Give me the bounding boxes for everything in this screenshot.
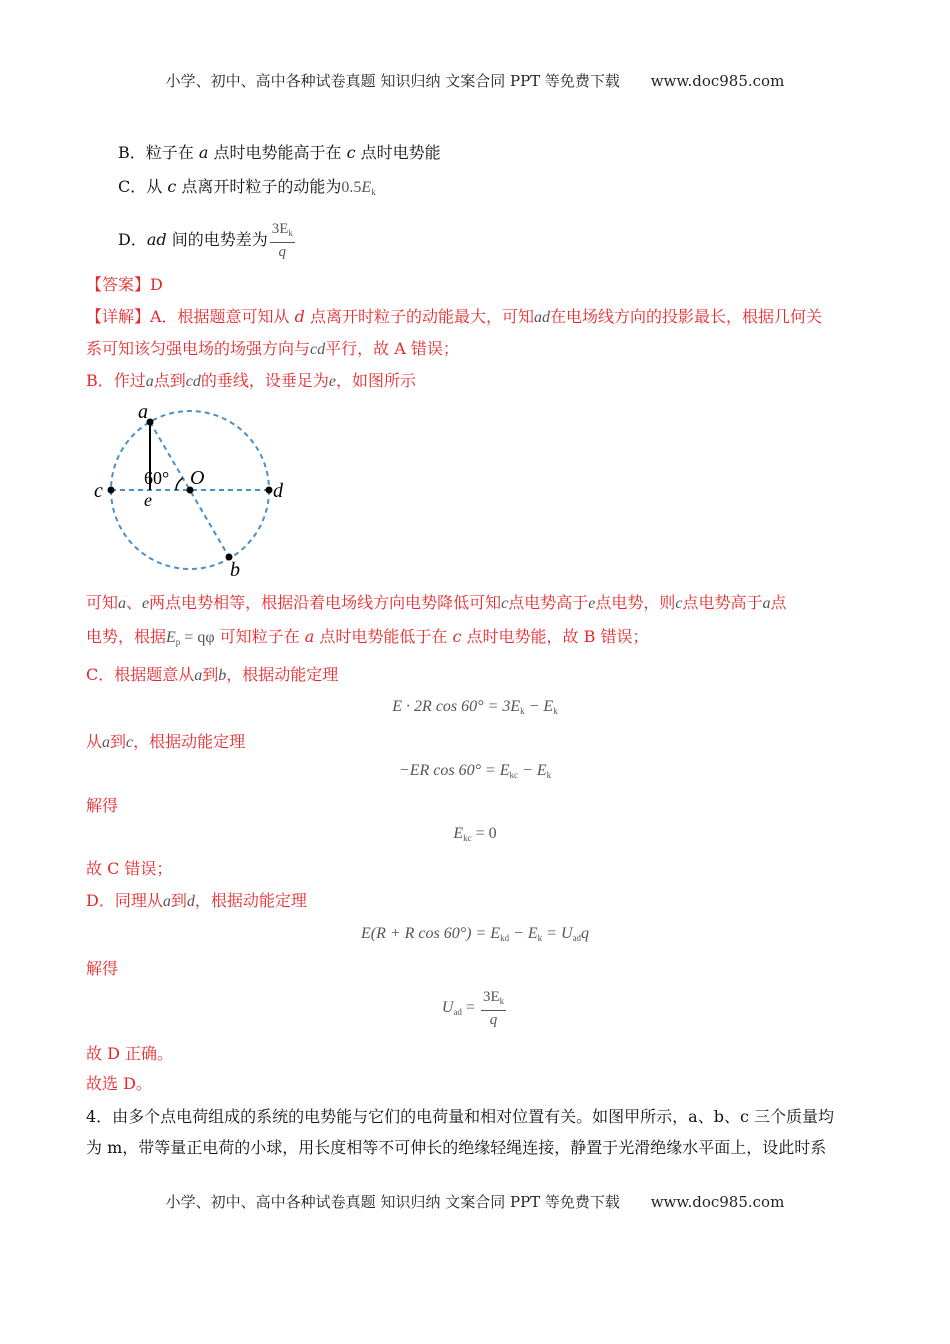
point-d [266,487,273,494]
detail-a-line1: 【详解】A．根据题意可知从 d 点离开时粒子的动能最大，可知ad在电场线方向的投影最长，根据几何关 [86,307,823,326]
label-angle: 60° [144,468,170,488]
label-c: c [94,480,103,502]
equation-1: E · 2R $\cos 60^\circ = 3E_k - E_k$ [392,698,558,716]
footer-site: www.doc985.com [650,1193,785,1211]
point-c [108,487,115,494]
equation-2: −ER $\cos 60^\circ = E_{kc} - E_k$ [398,762,552,780]
solve-label-2: 解得 [86,959,119,978]
page-header [0,70,950,91]
header-text: 小学、初中、高中各种试卷真题 知识归纳 文案合同 PPT 等免费下载 [165,72,620,90]
label-d: d [273,480,283,502]
label-o: O [190,467,205,489]
equation-3: $E_{kc} = 0$ [453,825,497,843]
question-4-line1: 4．由多个点电荷组成的系统的电势能与它们的电荷量和相对位置有关。如图甲所示，a、b、c 三个质量均 [86,1107,835,1126]
angle-arc [176,478,183,490]
label-b: b [230,559,240,581]
detail-b2-line1: 可知a、e两点电势相等，根据沿着电场线方向电势降低可知c点电势高于e点电势，则c点电势高于a点 [86,593,787,612]
detail-b2-line2: 电势，根据$E_p = q\varphi$ 可知粒子在 a 点时电势能低于在 c 点时电势能，故 B 错误； [86,627,649,647]
detail-c-end: 故 C 错误； [86,859,173,878]
detail-c-line2: 从a到c，根据动能定理 [86,732,246,751]
page-footer [0,1191,950,1212]
footer-text: 小学、初中、高中各种试卷真题 知识归纳 文案合同 PPT 等免费下载 [165,1193,620,1211]
detail-d-end: 故 D 正确。 [86,1044,174,1063]
header-site: www.doc985.com [650,72,785,90]
circle-diagram [86,402,306,582]
equation-4: E(R + R $\cos 60^\circ) = E_{kd} - E_k = U_{ad}q$ [360,925,589,943]
option-d: D．ad 间的电势差为 $\frac{3E_k}{q}$ [118,221,293,260]
detail-b-line: B．作过a点到cd的垂线，设垂足为e，如图所示 [86,371,417,390]
question-4-line2: 为 m，带等量正电荷的小球，用长度相等不可伸长的绝缘轻绳连接，静置于光滑绝缘水平面上，设此时系 [86,1138,827,1157]
option-c: C．从 c 点离开时粒子的动能为$0.5E_k$ [118,177,376,197]
label-a: a [138,402,148,423]
option-b: B．粒子在 a 点时电势能高于在 c 点时电势能 [118,143,441,162]
final-answer: 故选 D。 [86,1074,152,1093]
option-d-fraction: $\frac{3E_k}{q}$ [271,221,293,260]
answer-label: 【答案】D [86,275,163,294]
equation-5: $U_{ad}$ = $\frac{3E_k}{q}$ [441,989,505,1028]
detail-d-line1: D．同理从a到d，根据动能定理 [86,891,307,910]
equation-5-fraction: $\frac{3E_k}{q}$ [482,989,505,1028]
detail-a-line2: 系可知该匀强电场的场强方向与cd平行，故 A 错误； [86,339,459,358]
solve-label-1: 解得 [86,796,119,815]
detail-c-line1: C．根据题意从a到b，根据动能定理 [86,665,339,684]
label-e: e [144,490,152,510]
